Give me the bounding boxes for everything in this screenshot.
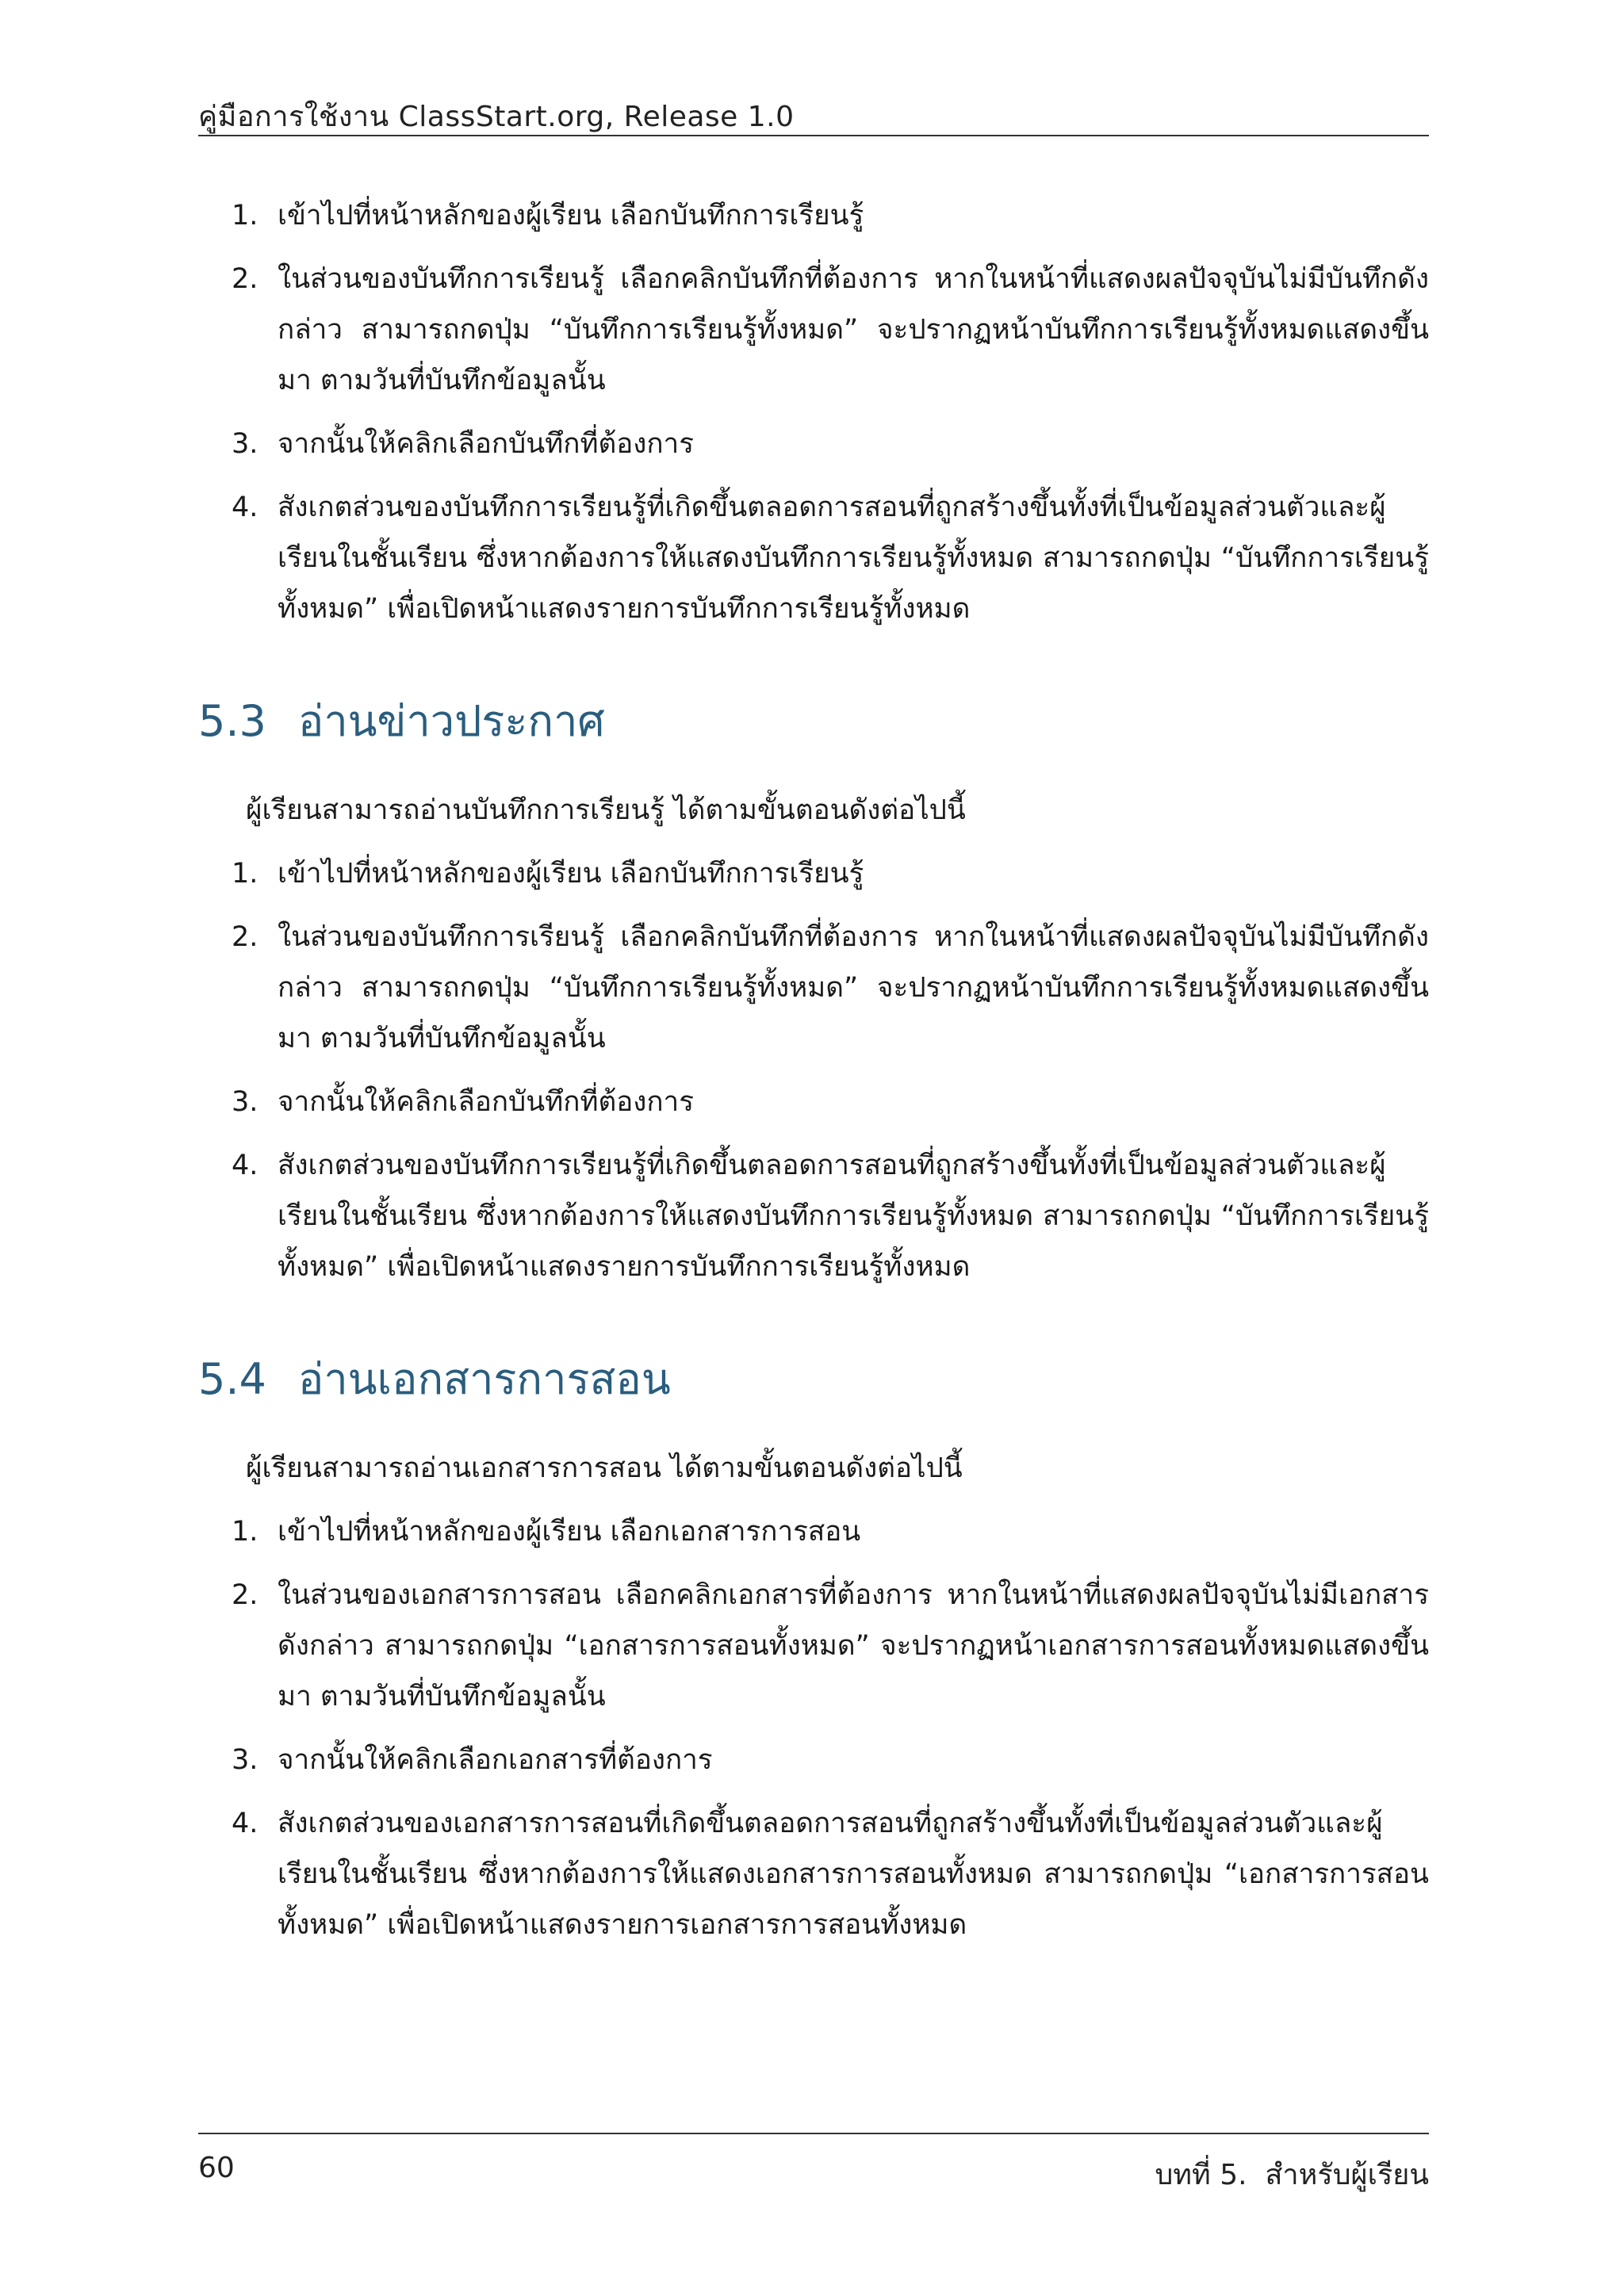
page-content <box>198 190 1429 1963</box>
list-item <box>198 912 1429 1064</box>
list-number: 1. <box>232 858 259 890</box>
list-number: 4. <box>232 1150 259 1181</box>
list-text: จากนั้นให้คลิกเลือกบันทึกที่ต้องการ <box>278 1086 694 1118</box>
list-item <box>198 848 1429 899</box>
running-header <box>198 89 1429 136</box>
top-step-list <box>198 190 1429 634</box>
section-heading <box>198 690 1429 753</box>
list-text: สังเกตส่วนของบันทึกการเรียนรู้ที่เกิดขึ้นตลอดการสอนที่ถูกสร้างขึ้นทั้งที่เป็นข้อมูลส่วนตัวและผู้เรียนในชั้นเรียน ซึ่งหากต้องการให้แสดงบันทึกการเรียนรู้ทั้งหมด สามารถกดปุ่ม “บันทึกการเรียนรู้ทั้งหมด” เพื่อเปิดหน้าแสดงรายการบันทึกการเรียนรู้ทั้งหมด <box>278 1150 1429 1283</box>
list-text: ในส่วนของบันทึกการเรียนรู้ เลือกคลิกบันทึกที่ต้องการ หากในหน้าที่แสดงผลปัจจุบันไม่มีบันทึกดังกล่าว สามารถกดปุ่ม “บันทึกการเรียนรู้ทั้งหมด” จะปรากฏหน้าบันทึกการเรียนรู้ทั้งหมดแสดงขึ้นมา ตามวันที่บันทึกข้อมูลนั้น <box>278 263 1429 396</box>
list-item <box>198 1140 1429 1292</box>
list-item <box>198 1798 1429 1950</box>
step-list <box>198 848 1429 1292</box>
list-number: 1. <box>232 200 259 232</box>
list-number: 2. <box>232 921 259 953</box>
list-number: 2. <box>232 263 259 295</box>
list-text: จากนั้นให้คลิกเลือกบันทึกที่ต้องการ <box>278 428 694 460</box>
list-text: ในส่วนของเอกสารการสอน เลือกคลิกเอกสารที่ต้องการ หากในหน้าที่แสดงผลปัจจุบันไม่มีเอกสารดังกล่าว สามารถกดปุ่ม “เอกสารการสอนทั้งหมด” จะปรากฏหน้าเอกสารการสอนทั้งหมดแสดงขึ้นมา ตามวันที่บันทึกข้อมูลนั้น <box>278 1579 1429 1712</box>
list-text: เข้าไปที่หน้าหลักของผู้เรียน เลือกเอกสารการสอน <box>278 1516 861 1548</box>
list-number: 4. <box>232 1808 259 1839</box>
section-title: อ่านเอกสารการสอน <box>297 1354 671 1404</box>
list-text: สังเกตส่วนของเอกสารการสอนที่เกิดขึ้นตลอดการสอนที่ถูกสร้างขึ้นทั้งที่เป็นข้อมูลส่วนตัวและผู้เรียนในชั้นเรียน ซึ่งหากต้องการให้แสดงเอกสารการสอนทั้งหมด สามารถกดปุ่ม “เอกสารการสอนทั้งหมด” เพื่อเปิดหน้าแสดงรายการเอกสารการสอนทั้งหมด <box>278 1808 1429 1941</box>
header-title: คู่มือการใช้งาน ClassStart.org, Release 1.0 <box>198 101 795 133</box>
list-number: 1. <box>232 1516 259 1548</box>
list-number: 4. <box>232 492 259 523</box>
section-number: 5.3 <box>198 696 266 746</box>
section-5-3 <box>198 690 1429 1292</box>
section-intro: ผู้เรียนสามารถอ่านบันทึกการเรียนรู้ ได้ตามขั้นตอนดังต่อไปนี้ <box>246 794 966 826</box>
section-heading <box>198 1348 1429 1411</box>
list-text: เข้าไปที่หน้าหลักของผู้เรียน เลือกบันทึกการเรียนรู้ <box>278 858 864 890</box>
list-item <box>198 1077 1429 1127</box>
section-intro: ผู้เรียนสามารถอ่านเอกสารการสอน ได้ตามขั้นตอนดังต่อไปนี้ <box>246 1452 963 1484</box>
list-text: เข้าไปที่หน้าหลักของผู้เรียน เลือกบันทึกการเรียนรู้ <box>278 200 864 232</box>
chapter-title: บทที่ 5. สำหรับผู้เรียน <box>1155 2159 1429 2191</box>
page-number: 60 <box>198 2152 235 2184</box>
list-text: ในส่วนของบันทึกการเรียนรู้ เลือกคลิกบันทึกที่ต้องการ หากในหน้าที่แสดงผลปัจจุบันไม่มีบันทึกดังกล่าว สามารถกดปุ่ม “บันทึกการเรียนรู้ทั้งหมด” จะปรากฏหน้าบันทึกการเรียนรู้ทั้งหมดแสดงขึ้นมา ตามวันที่บันทึกข้อมูลนั้น <box>278 921 1429 1054</box>
list-text: จากนั้นให้คลิกเลือกเอกสารที่ต้องการ <box>278 1744 713 1776</box>
list-item <box>198 482 1429 634</box>
list-item <box>198 1570 1429 1722</box>
list-number: 2. <box>232 1579 259 1611</box>
list-item <box>198 1735 1429 1785</box>
running-footer <box>198 2133 1429 2204</box>
list-number: 3. <box>232 1086 259 1118</box>
section-5-4 <box>198 1348 1429 1950</box>
list-text: สังเกตส่วนของบันทึกการเรียนรู้ที่เกิดขึ้นตลอดการสอนที่ถูกสร้างขึ้นทั้งที่เป็นข้อมูลส่วนตัวและผู้เรียนในชั้นเรียน ซึ่งหากต้องการให้แสดงบันทึกการเรียนรู้ทั้งหมด สามารถกดปุ่ม “บันทึกการเรียนรู้ทั้งหมด” เพื่อเปิดหน้าแสดงรายการบันทึกการเรียนรู้ทั้งหมด <box>278 492 1429 625</box>
section-number: 5.4 <box>198 1354 266 1404</box>
section-title: อ่านข่าวประกาศ <box>297 696 605 746</box>
list-item <box>198 419 1429 469</box>
list-number: 3. <box>232 1744 259 1776</box>
step-list <box>198 1506 1429 1950</box>
list-item <box>198 190 1429 241</box>
list-item <box>198 1506 1429 1557</box>
list-item <box>198 254 1429 406</box>
list-number: 3. <box>232 428 259 460</box>
